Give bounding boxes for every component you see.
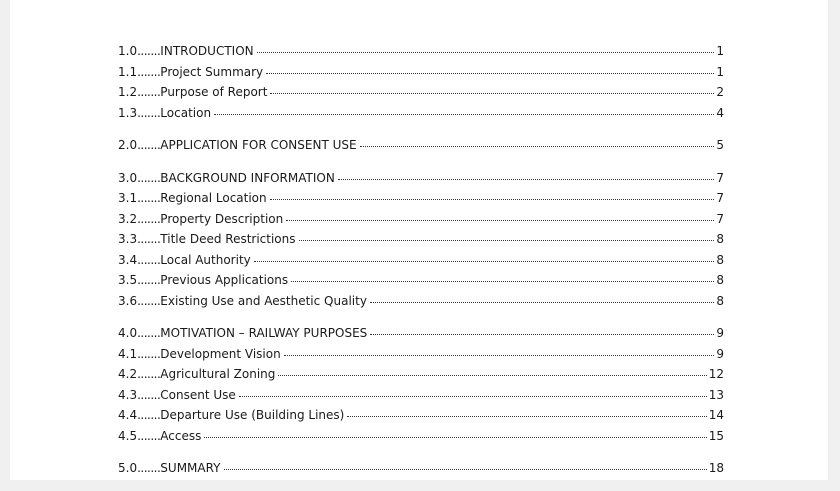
toc-entry-page-number: 15 [708,428,724,443]
toc-entry-page-number: 7 [716,211,724,226]
toc-entry-page-number: 2 [716,85,724,99]
toc-entry-leader: ....... [137,273,161,287]
toc-entry-title: INTRODUCTION [160,44,254,58]
toc-entry[interactable] [118,209,724,230]
toc-dot-leader [239,396,707,397]
toc-entry-page-number: 12 [708,367,724,381]
toc-section-group [118,135,724,156]
toc-entry-leader: ....... [137,387,161,402]
toc-entry-title: MOTIVATION – RAILWAY PURPOSES [160,326,368,340]
toc-entry-number: 1.0 [118,44,138,58]
toc-entry-leader: ....... [137,85,161,99]
toc-entry-leader: ....... [137,428,161,443]
toc-entry-page-number: 18 [708,461,724,475]
toc-entry-page-number: 4 [716,105,724,120]
toc-entry[interactable] [118,323,724,344]
toc-entry-title: Departure Use (Building Lines) [160,408,345,422]
toc-entry-title: Title Deed Restrictions [160,232,296,246]
toc-entry[interactable] [118,458,724,479]
document-page [10,0,828,480]
toc-entry-number: 1.1 [118,64,138,79]
toc-dot-leader [214,114,714,115]
toc-entry-page-number: 8 [716,252,724,267]
toc-entry-page-number: 1 [716,64,724,79]
toc-section-group [118,168,724,312]
toc-entry-page-number: 9 [716,346,724,361]
toc-entry-title: Local Authority [160,252,251,267]
toc-entry-leader: ....... [137,232,161,246]
toc-dot-leader [224,469,707,470]
toc-dot-leader [370,302,714,303]
toc-entry[interactable] [118,405,724,426]
toc-entry[interactable] [118,103,724,124]
toc-entry-number: 4.2 [118,367,138,381]
toc-dot-leader [291,281,714,282]
toc-entry-page-number: 8 [716,293,724,308]
toc-entry[interactable] [118,250,724,271]
toc-section-group [118,458,724,479]
toc-entry[interactable] [118,82,724,103]
toc-entry-title: Purpose of Report [160,85,268,99]
toc-entry-page-number: 8 [716,232,724,246]
toc-entry-leader: ....... [137,44,161,58]
toc-entry[interactable] [118,364,724,385]
toc-entry[interactable] [118,188,724,209]
toc-section-group [118,323,724,446]
toc-dot-leader [204,437,706,438]
toc-entry-page-number: 8 [716,273,724,287]
toc-entry-page-number: 9 [716,326,724,340]
toc-entry-title: SUMMARY [160,461,221,475]
toc-entry-leader: ....... [137,191,161,205]
toc-entry-number: 3.4 [118,252,138,267]
toc-dot-leader [278,375,706,376]
toc-entry-leader: ....... [137,211,161,226]
toc-dot-leader [257,52,714,53]
toc-entry-title: Regional Location [160,191,267,205]
toc-entry-number: 3.1 [118,191,138,205]
toc-entry-title: Location [160,105,212,120]
toc-dot-leader [347,416,706,417]
toc-entry[interactable] [118,229,724,250]
toc-entry-leader: ....... [137,170,161,185]
toc-dot-leader [266,73,714,74]
toc-entry-page-number: 13 [708,387,724,402]
toc-entry-leader: ....... [137,105,161,120]
toc-entry[interactable] [118,41,724,62]
toc-entry-number: 3.6 [118,293,138,308]
toc-entry[interactable] [118,270,724,291]
toc-entry-page-number: 1 [716,44,724,58]
toc-entry-number: 3.0 [118,170,138,185]
toc-entry-title: Access [160,428,202,443]
toc-entry-title: Property Description [160,211,284,226]
toc-entry-title: APPLICATION FOR CONSENT USE [160,138,357,152]
toc-dot-leader [338,179,714,180]
toc-entry-leader: ....... [137,461,161,475]
toc-entry-number: 4.5 [118,428,138,443]
toc-entry[interactable] [118,385,724,406]
toc-dot-leader [370,334,714,335]
toc-entry-leader: ....... [137,367,161,381]
toc-entry-number: 3.3 [118,232,138,246]
toc-dot-leader [360,146,714,147]
toc-entry-number: 1.3 [118,105,138,120]
toc-entry[interactable] [118,135,724,156]
toc-entry-number: 4.0 [118,326,138,340]
toc-entry-leader: ....... [137,64,161,79]
toc-entry-title: Previous Applications [160,273,289,287]
toc-entry-number: 3.2 [118,211,138,226]
toc-entry-leader: ....... [137,252,161,267]
toc-entry-leader: ....... [137,346,161,361]
toc-entry[interactable] [118,62,724,83]
toc-entry[interactable] [118,168,724,189]
toc-dot-leader [270,199,714,200]
toc-entry-number: 2.0 [118,138,138,152]
toc-entry-title: BACKGROUND INFORMATION [160,170,335,185]
toc-entry[interactable] [118,426,724,447]
toc-entry-page-number: 5 [716,138,724,152]
toc-entry-leader: ....... [137,326,161,340]
toc-entry[interactable] [118,344,724,365]
toc-entry-title: Project Summary [160,64,264,79]
toc-entry-number: 1.2 [118,85,138,99]
toc-entry-leader: ....... [137,408,161,422]
toc-dot-leader [254,261,714,262]
toc-dot-leader [284,355,714,356]
toc-entry-number: 3.5 [118,273,138,287]
toc-dot-leader [299,240,714,241]
toc-dot-leader [286,220,714,221]
toc-entry[interactable] [118,291,724,312]
toc-entry-leader: ....... [137,293,161,308]
toc-dot-leader [270,93,714,94]
toc-entry-number: 4.4 [118,408,138,422]
toc-entry-number: 4.3 [118,387,138,402]
toc-entry-number: 5.0 [118,461,138,475]
table-of-contents [118,41,724,491]
toc-entry-number: 4.1 [118,346,138,361]
toc-entry-title: Development Vision [160,346,281,361]
toc-entry-leader: ....... [137,138,161,152]
toc-entry-title: Agricultural Zoning [160,367,276,381]
toc-entry-page-number: 7 [716,191,724,205]
toc-entry-title: Consent Use [160,387,236,402]
toc-entry-page-number: 7 [716,170,724,185]
toc-entry-title: Existing Use and Aesthetic Quality [160,293,367,308]
toc-section-group [118,41,724,123]
toc-entry-page-number: 14 [708,408,724,422]
